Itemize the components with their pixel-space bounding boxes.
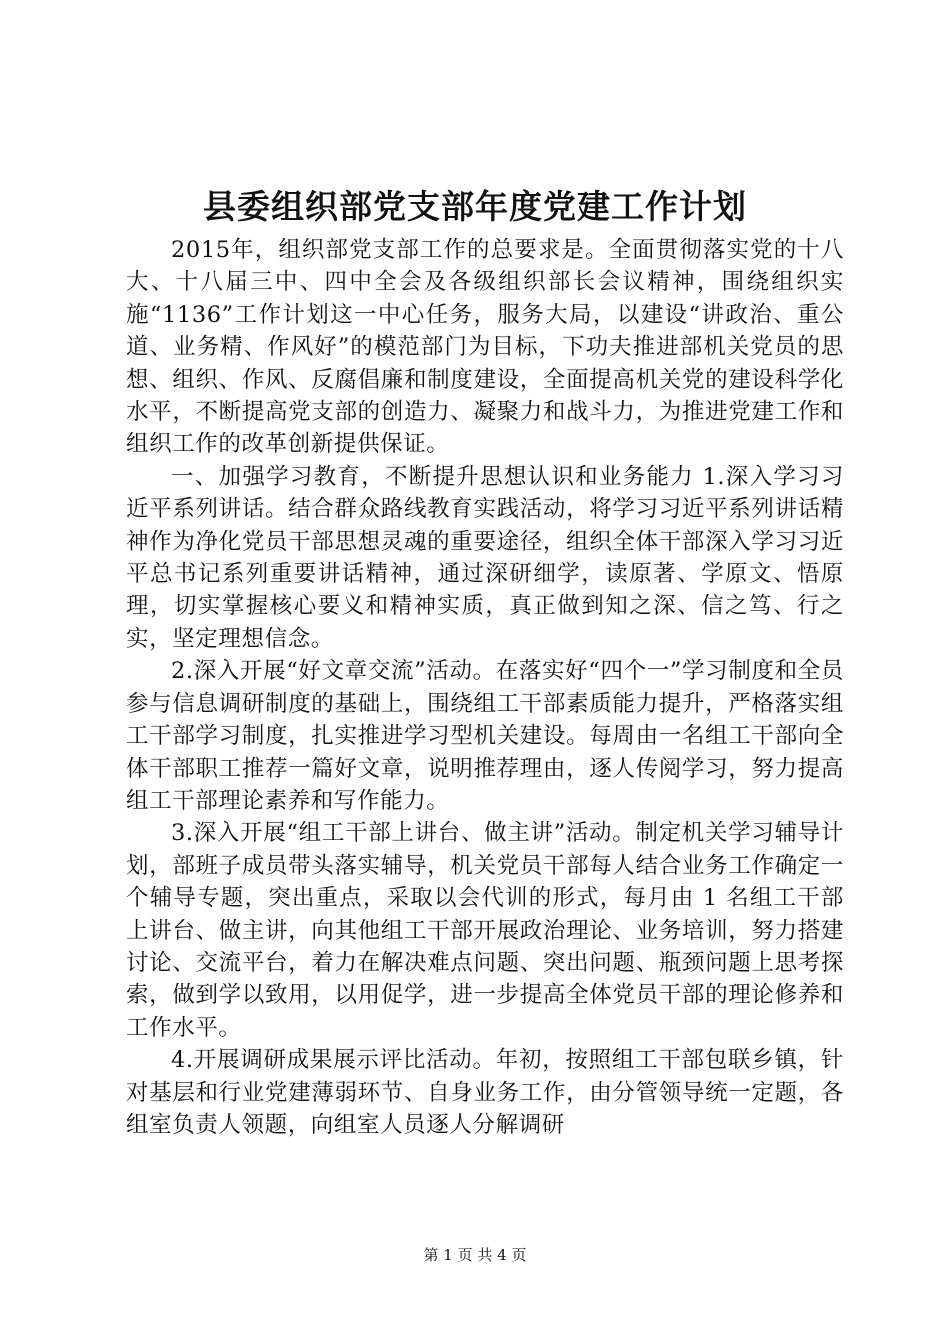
- document-title: 县委组织部党支部年度党建工作计划: [203, 187, 747, 226]
- body-paragraph: 2.深入开展“好文章交流”活动。在落实好“四个一”学习制度和全员参与信息调研制度的基础上，围绕组工干部素质能力提升，严格落实组工干部学习制度，扎实推进学习型机关建设。每周由一名组工干部向全体干部职工推荐一篇好文章，说明推荐理由，逐人传阅学习，努力提高组工干部理论素养和写作能力。: [126, 658, 844, 814]
- body-paragraph: 4.开展调研成果展示评比活动。年初，按照组工干部包联乡镇，针对基层和行业党建薄弱环节、自身业务工作，由分管领导统一定题，各组室负责人领题，向组室人员逐人分解调研: [126, 1047, 844, 1138]
- body-paragraph: 3.深入开展“组工干部上讲台、做主讲”活动。制定机关学习辅导计划，部班子成员带头落实辅导，机关党员干部每人结合业务工作确定一个辅导专题，突出重点，采取以会代训的形式，每月由 1 名组工干部上讲台、做主讲，向其他组工干部开展政治理论、业务培训，努力搭建讨论、交流平台，着力在解决难点问题、突出问题、瓶颈问题上思考探索，做到学以致用，以用促学，进一步提高全体党员干部的理论修养和工作水平。: [126, 820, 844, 1041]
- document-body: [126, 234, 844, 1141]
- body-paragraph: 2015年，组织部党支部工作的总要求是。全面贯彻落实党的十八大、十八届三中、四中全会及各级组织部长会议精神，围绕组织实施“1136”工作计划这一中心任务，服务大局，以建设“讲政治、重公道、业务精、作风好”的模范部门为目标，下功夫推进部机关党员的思想、组织、作风、反腐倡廉和制度建设，全面提高机关党的建设科学化水平，不断提高党支部的创造力、凝聚力和战斗力，为推进党建工作和组织工作的改革创新提供保证。: [126, 237, 844, 458]
- body-paragraph: 一、加强学习教育，不断提升思想认识和业务能力 1.深入学习习近平系列讲话。结合群众路线教育实践活动，将学习习近平系列讲话精神作为净化党员干部思想灵魂的重要途径，组织全体干部深入学习习近平总书记系列重要讲话精神，通过深研细学，读原著、学原文、悟原理，切实掌握核心要义和精神实质，真正做到知之深、信之笃、行之实，坚定理想信念。: [126, 463, 844, 652]
- page-number-footer: 第 1 页 共 4 页: [423, 1246, 527, 1264]
